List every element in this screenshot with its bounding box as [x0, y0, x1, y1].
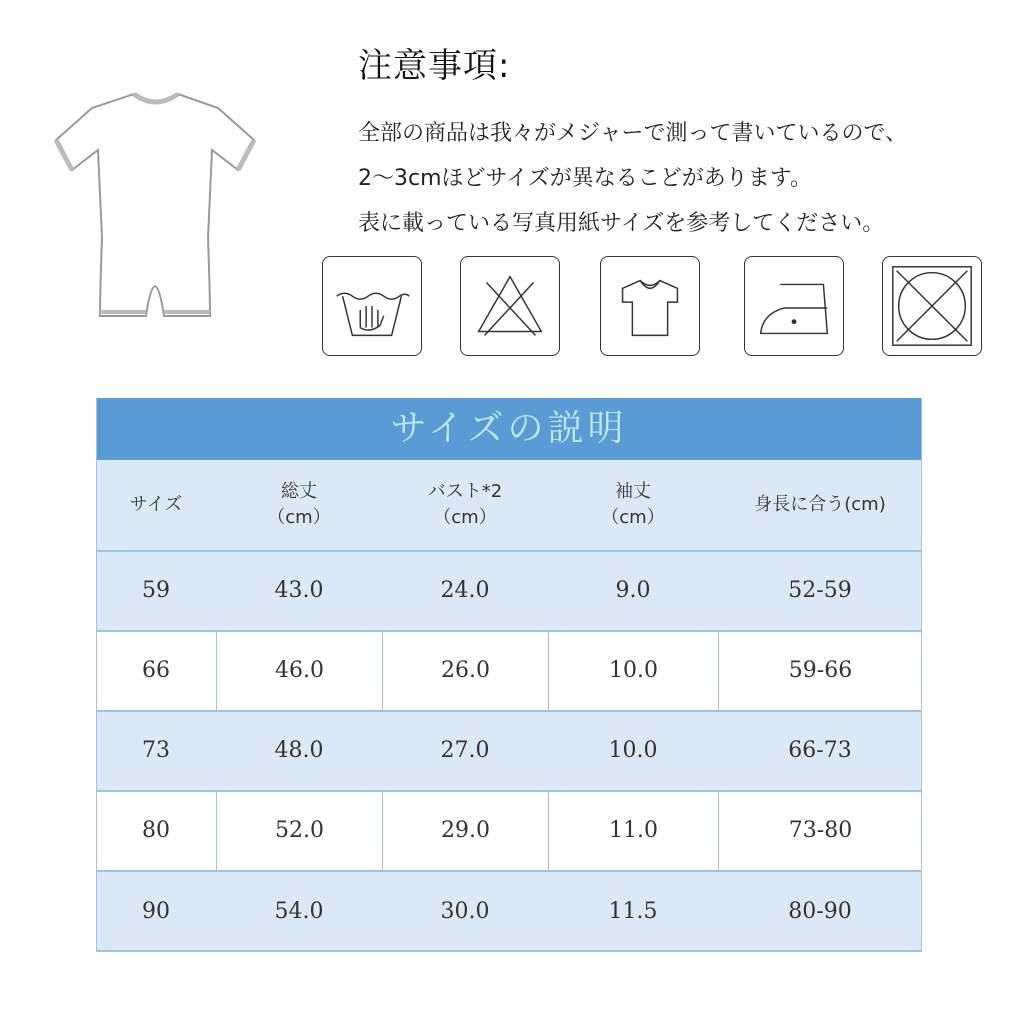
table-cell: 11.0 — [548, 790, 718, 870]
table-row — [96, 870, 922, 952]
notice-line: 2〜3cmほどサイズが異なるこどがあります。 — [358, 166, 813, 191]
table-divider — [96, 630, 922, 632]
header-label: 袖丈 — [615, 481, 651, 502]
table-row — [96, 630, 922, 710]
table-divider — [96, 710, 922, 712]
header-unit: （cm） — [433, 507, 497, 528]
table-divider — [96, 790, 922, 792]
table-cell: 59 — [142, 577, 170, 603]
header-label: サイズ — [129, 494, 183, 515]
table-cell: 66-73 — [788, 737, 852, 763]
table-cell: 10.0 — [608, 737, 658, 763]
table-cell: 30.0 — [440, 898, 490, 924]
header-cell-size — [96, 460, 216, 550]
table-cell: 73-80 — [718, 790, 922, 870]
table-cell: 9.0 — [615, 577, 651, 603]
table-cell: 66 — [142, 657, 170, 683]
table-cell: 27.0 — [440, 737, 490, 763]
table-cell: 73 — [142, 737, 170, 763]
table-cell: 24.0 — [440, 577, 490, 603]
table-row — [96, 790, 922, 870]
header-cell-sleeve — [548, 460, 718, 550]
notice-line: 全部の商品は我々がメジャーで測って書いているので、 — [358, 121, 908, 146]
header-cell-length — [216, 460, 382, 550]
header-cell-bust — [382, 460, 548, 550]
header-label: バスト*2 — [427, 481, 503, 502]
table-cell: 43.0 — [274, 577, 324, 603]
table-cell: 80 — [142, 817, 170, 843]
hand-wash-icon — [322, 256, 422, 356]
table-cell: 11.5 — [608, 898, 658, 924]
no-bleach-icon — [460, 256, 560, 356]
header-label: 身長に合う(cm) — [754, 494, 886, 515]
table-row — [96, 710, 922, 790]
header-unit: （cm） — [267, 507, 331, 528]
table-cell: 90 — [142, 898, 170, 924]
table-cell: 48.0 — [274, 737, 324, 763]
table-cell: 10.0 — [548, 630, 718, 710]
table-cell: 80-90 — [788, 898, 852, 924]
table-cell: 46.0 — [216, 630, 382, 710]
table-cell: 52-59 — [788, 577, 852, 603]
table-border-left — [96, 398, 97, 952]
table-cell: 26.0 — [382, 630, 548, 710]
table-cell: 54.0 — [274, 898, 324, 924]
notice-line: 表に載っている写真用紙サイズを参考してください。 — [358, 211, 885, 236]
table-border-right — [921, 398, 922, 952]
hang-dry-icon — [600, 256, 700, 356]
header-cell-height — [718, 460, 922, 550]
table-row — [96, 550, 922, 630]
romper-illustration — [52, 88, 258, 324]
size-table — [96, 398, 922, 952]
table-divider — [96, 950, 922, 952]
header-unit: （cm） — [601, 507, 665, 528]
table-title: サイズの説明 — [96, 398, 922, 460]
table-header-row — [96, 460, 922, 550]
table-cell: 29.0 — [382, 790, 548, 870]
table-cell: 59-66 — [718, 630, 922, 710]
header-label: 総丈 — [281, 481, 317, 502]
low-iron-icon — [744, 256, 844, 356]
table-cell: 52.0 — [216, 790, 382, 870]
table-divider — [96, 870, 922, 872]
table-divider — [96, 550, 922, 552]
notice-title: 注意事項: — [358, 46, 511, 86]
no-tumble-dry-icon — [882, 256, 982, 356]
